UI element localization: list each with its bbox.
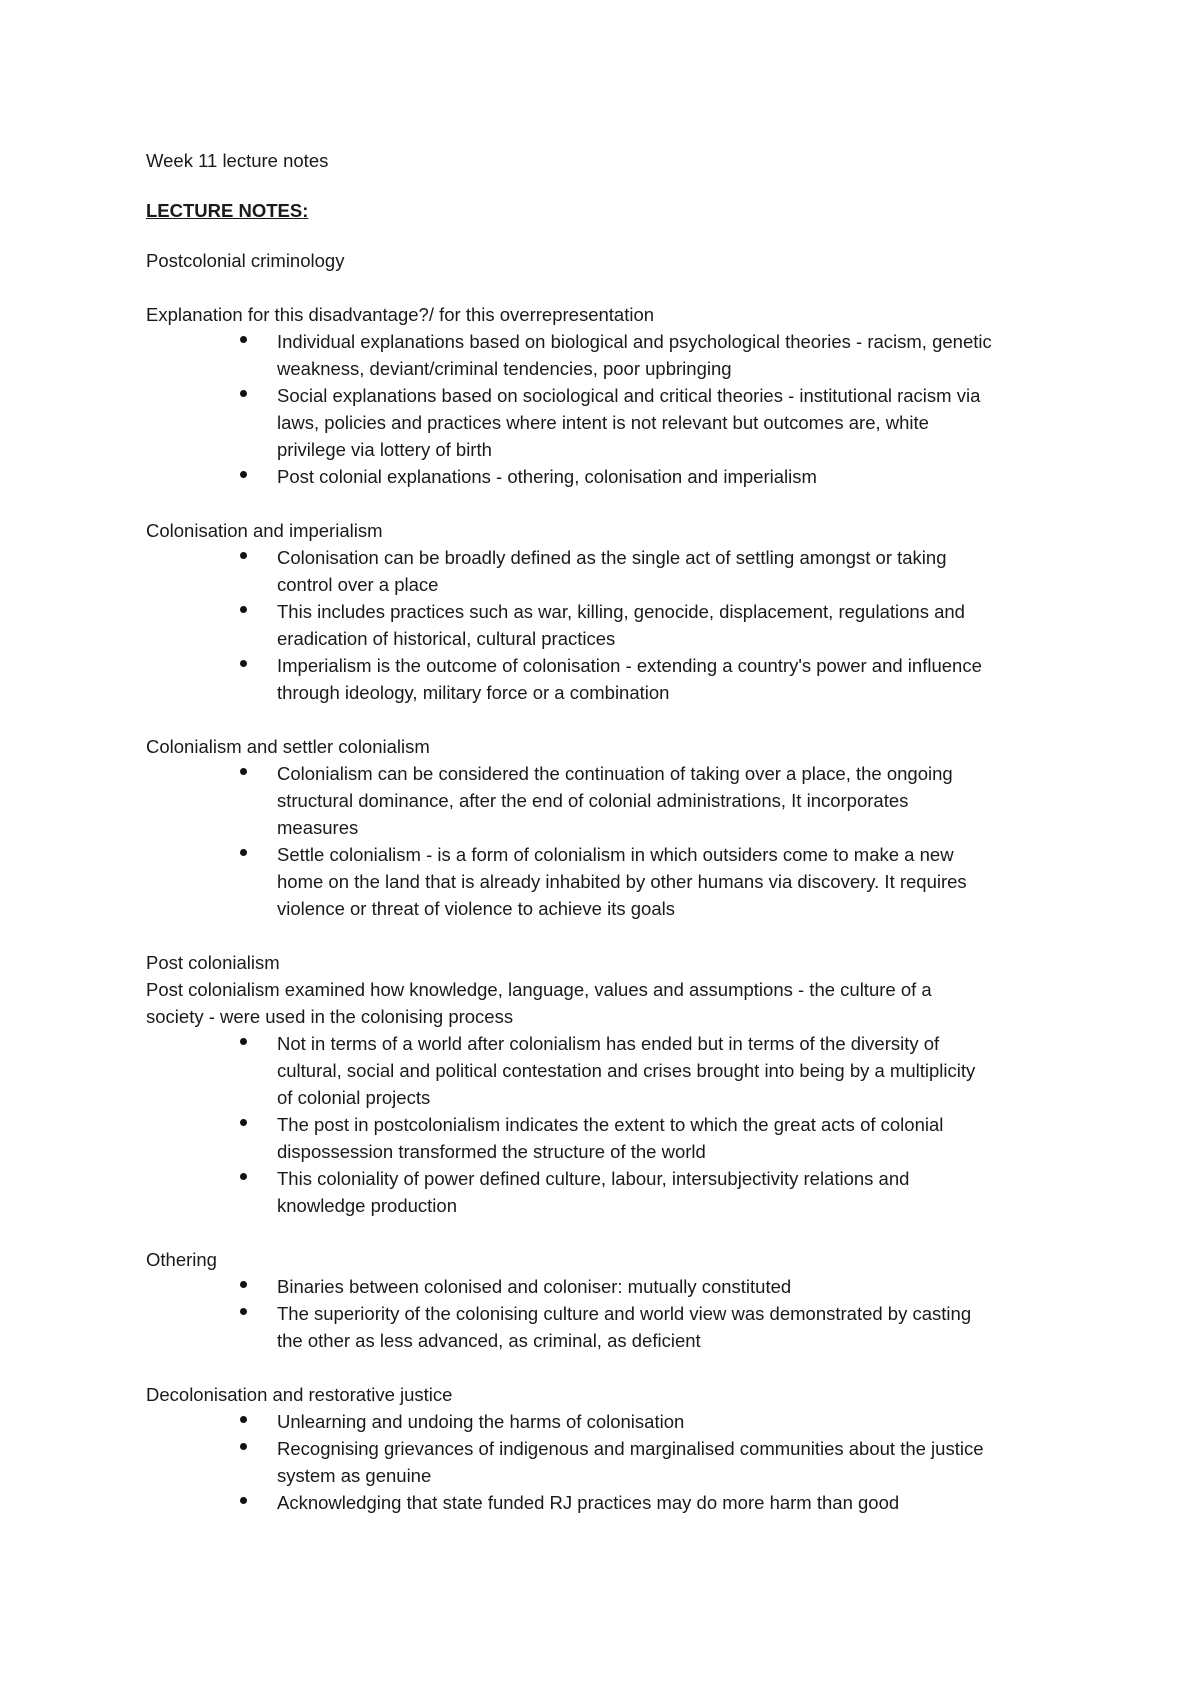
bullet-text: Unlearning and undoing the harms of colonisation xyxy=(277,1411,685,1432)
bullet-dot-icon xyxy=(240,1038,247,1045)
bullet-text: The superiority of the colonising culture and world view was demonstrated by casting the other as less advanced, as criminal, as deficient xyxy=(277,1303,972,1351)
bullet-item xyxy=(146,382,1080,463)
bullet-text: Binaries between colonised and coloniser: mutually constituted xyxy=(277,1276,792,1297)
sections-container xyxy=(146,247,1080,1516)
section xyxy=(146,1381,1080,1516)
bullet-item xyxy=(146,1111,1080,1165)
section-heading: Post colonialism xyxy=(146,952,280,973)
document-title: Week 11 lecture notes xyxy=(146,150,329,171)
bullet-dot-icon xyxy=(240,1173,247,1180)
bullet-text: Social explanations based on sociological and critical theories - institutional racism via laws, policies and practices where intent is not relevant but outcomes are, white privilege via lottery of birth xyxy=(277,385,981,460)
bullet-dot-icon xyxy=(240,1443,247,1450)
bullet-item xyxy=(146,1435,1080,1489)
section-heading: Colonisation and imperialism xyxy=(146,520,383,541)
bullet-text: Colonialism can be considered the continuation of taking over a place, the ongoing structural dominance, after the end of colonial administrations, It incorporates measures xyxy=(277,763,953,838)
section-heading: Colonialism and settler colonialism xyxy=(146,736,430,757)
section xyxy=(146,949,1080,1219)
bullet-item xyxy=(146,1300,1080,1354)
bullet-item xyxy=(146,544,1080,598)
bullet-item xyxy=(146,760,1080,841)
section xyxy=(146,301,1080,490)
section-heading: Othering xyxy=(146,1249,217,1270)
bullet-text: The post in postcolonialism indicates the extent to which the great acts of colonial dispossession transformed the structure of the world xyxy=(277,1114,944,1162)
bullet-dot-icon xyxy=(240,1416,247,1423)
bullet-item xyxy=(146,598,1080,652)
bullet-dot-icon xyxy=(240,1497,247,1504)
bullet-text: Acknowledging that state funded RJ practices may do more harm than good xyxy=(277,1492,900,1513)
bullet-text: Recognising grievances of indigenous and marginalised communities about the justice system as genuine xyxy=(277,1438,984,1486)
bullet-item xyxy=(146,1408,1080,1435)
section-heading: Postcolonial criminology xyxy=(146,250,345,271)
bullet-dot-icon xyxy=(240,471,247,478)
bullet-list xyxy=(146,1408,1080,1516)
bullet-item xyxy=(146,1165,1080,1219)
bullet-dot-icon xyxy=(240,1308,247,1315)
bullet-dot-icon xyxy=(240,552,247,559)
bullet-list xyxy=(146,1273,1080,1354)
section-heading: Decolonisation and restorative justice xyxy=(146,1384,453,1405)
bullet-text: Imperialism is the outcome of colonisation - extending a country's power and influence through ideology, military force or a combination xyxy=(277,655,982,703)
lecture-notes-heading: LECTURE NOTES: xyxy=(146,200,309,221)
bullet-dot-icon xyxy=(240,390,247,397)
bullet-dot-icon xyxy=(240,1119,247,1126)
bullet-text: Post colonial explanations - othering, colonisation and imperialism xyxy=(277,466,817,487)
bullet-list xyxy=(146,1030,1080,1219)
bullet-text: This includes practices such as war, killing, genocide, displacement, regulations and eradication of historical, cultural practices xyxy=(277,601,965,649)
bullet-item xyxy=(146,1273,1080,1300)
bullet-dot-icon xyxy=(240,660,247,667)
bullet-list xyxy=(146,544,1080,706)
bullet-dot-icon xyxy=(240,1281,247,1288)
bullet-text: Settle colonialism - is a form of colonialism in which outsiders come to make a new home on the land that is already inhabited by other humans via discovery. It requires violence or threat of violence to achieve its goals xyxy=(277,844,967,919)
bullet-text: Individual explanations based on biological and psychological theories - racism, genetic weakness, deviant/criminal tendencies, poor upbringing xyxy=(277,331,992,379)
bullet-item xyxy=(146,1030,1080,1111)
bullet-dot-icon xyxy=(240,849,247,856)
section-intro: Post colonialism examined how knowledge, language, values and assumptions - the culture of a society - were used in the colonising process xyxy=(146,979,932,1027)
section xyxy=(146,247,1080,274)
section xyxy=(146,517,1080,706)
section xyxy=(146,733,1080,922)
bullet-dot-icon xyxy=(240,768,247,775)
bullet-dot-icon xyxy=(240,606,247,613)
bullet-item xyxy=(146,652,1080,706)
bullet-list xyxy=(146,760,1080,922)
bullet-text: Not in terms of a world after colonialism has ended but in terms of the diversity of cultural, social and political contestation and crises brought into being by a multiplicity of colonial projects xyxy=(277,1033,976,1108)
bullet-list xyxy=(146,328,1080,490)
bullet-text: This coloniality of power defined culture, labour, intersubjectivity relations and knowledge production xyxy=(277,1168,910,1216)
bullet-item xyxy=(146,328,1080,382)
section xyxy=(146,1246,1080,1354)
bullet-item xyxy=(146,463,1080,490)
bullet-item xyxy=(146,841,1080,922)
bullet-dot-icon xyxy=(240,336,247,343)
bullet-item xyxy=(146,1489,1080,1516)
bullet-text: Colonisation can be broadly defined as the single act of settling amongst or taking control over a place xyxy=(277,547,947,595)
section-heading: Explanation for this disadvantage?/ for this overrepresentation xyxy=(146,304,655,325)
